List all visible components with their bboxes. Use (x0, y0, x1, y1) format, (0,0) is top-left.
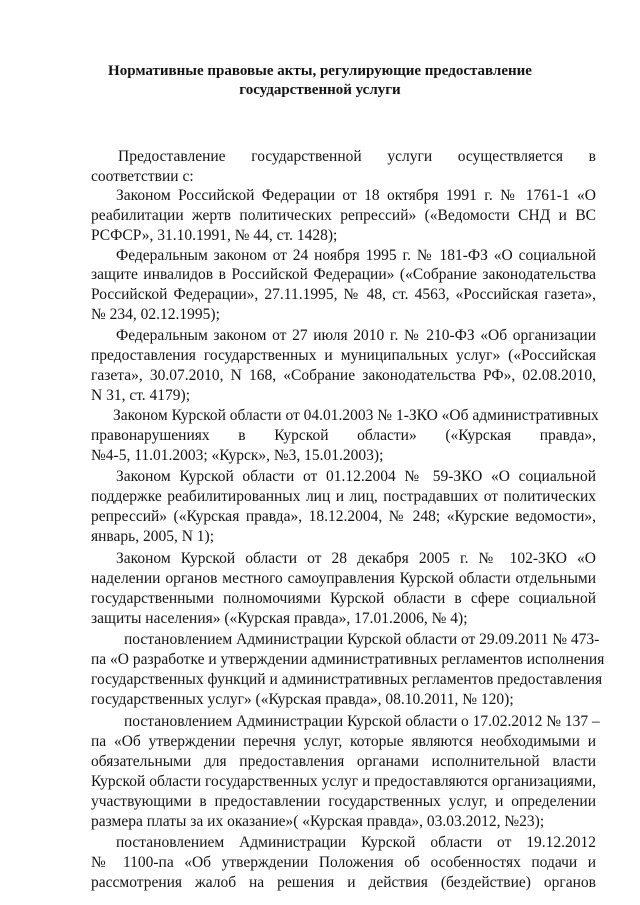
text-line: №4-5, 11.01.2003; «Курск», №3, 15.01.2003); (91, 447, 384, 464)
text-line: соответствии с: (91, 168, 194, 185)
text-line: правонарушениях в Курской области» («Курская правда», (91, 427, 596, 444)
text-line: постановлением Администрации Курской области о 17.02.2012 № 137 – (124, 713, 600, 730)
text-line: N 31, ст. 4179); (91, 387, 191, 404)
text-line: наделении органов местного самоуправления Курской области отдельными (91, 570, 596, 587)
text-line: государственных услуг» («Курская правда», 08.10.2011, № 120); (91, 691, 514, 708)
text-line: постановлением Администрации Курской области от 29.09.2011 № 473- (124, 631, 600, 648)
text-line: Российской Федерации», 27.11.1995, № 48, ст. 4563, «Российская газета», (91, 286, 596, 303)
text-line: па «Об утверждении перечня услуг, которые являются необходимыми и (91, 733, 596, 750)
text-line: газета», 30.07.2010, N 168, «Собрание законодательства РФ», 02.08.2010, (91, 367, 596, 384)
text-line: Законом Российской Федерации от 18 октября 1991 г. № 1761-1 «О (116, 187, 596, 204)
text-line: поддержке реабилитированных лиц и лиц, пострадавших от политических (91, 488, 596, 505)
text-line: размера платы за их оказание»( «Курская правда», 03.03.2012, №23); (91, 813, 545, 830)
text-line: № 1100-па «Об утверждении Положения об особенностях подачи и (91, 854, 596, 871)
text-line: № 234, 02.12.1995); (91, 306, 220, 323)
text-line: Законом Курской области от 28 декабря 2005 г. № 102-ЗКО «О (116, 550, 596, 567)
document-title-line-1: Нормативные правовые акты, регулирующие предоставление (108, 63, 532, 79)
text-line: репрессий» («Курская правда», 18.12.2004, № 248; «Курские ведомости», (91, 508, 596, 525)
text-line: защиты населения» («Курская правда», 17.01.2006, № 4); (91, 610, 468, 627)
text-line: реабилитации жертв политических репрессий» («Ведомости СНД и ВС (91, 207, 596, 224)
text-line: участвующими в предоставлении государственных услуг, и определении (91, 793, 596, 810)
text-line: Федеральным законом от 24 ноября 1995 г. № 181-ФЗ «О социальной (116, 247, 596, 264)
text-line: РСФСР», 31.10.1991, № 44, ст. 1428); (91, 227, 338, 244)
text-line: Курской области государственных услуг и предоставляются организациями, (91, 773, 596, 790)
text-line: предоставления государственных и муниципальных услуг» («Российская (91, 347, 596, 364)
text-line: па «О разработке и утверждении административных регламентов исполнения (91, 651, 605, 668)
text-line: обязательными для предоставления органами исполнительной власти (91, 753, 596, 770)
text-line: постановлением Администрации Курской области от 19.12.2012 (116, 834, 596, 851)
text-line: Законом Курской области от 04.01.2003 № 1-ЗКО «Об административных (113, 407, 599, 424)
text-line: государственных функций и административных регламентов предоставления (91, 671, 603, 688)
text-line: защите инвалидов в Российской Федерации» («Собрание законодательства (91, 266, 596, 283)
text-line: январь, 2005, N 1); (91, 528, 215, 545)
text-line: рассмотрения жалоб на решения и действия (бездействие) органов (91, 874, 596, 891)
text-line: государственными полномочиями Курской области в сфере социальной (91, 590, 596, 607)
text-line: Федеральным законом от 27 июля 2010 г. № 210-ФЗ «Об организации (116, 327, 596, 344)
text-line: Предоставление государственной услуги осуществляется в (118, 148, 596, 165)
document-title-line-2: государственной услуги (239, 82, 401, 98)
text-line: Законом Курской области от 01.12.2004 № 59-ЗКО «О социальной (116, 468, 596, 485)
